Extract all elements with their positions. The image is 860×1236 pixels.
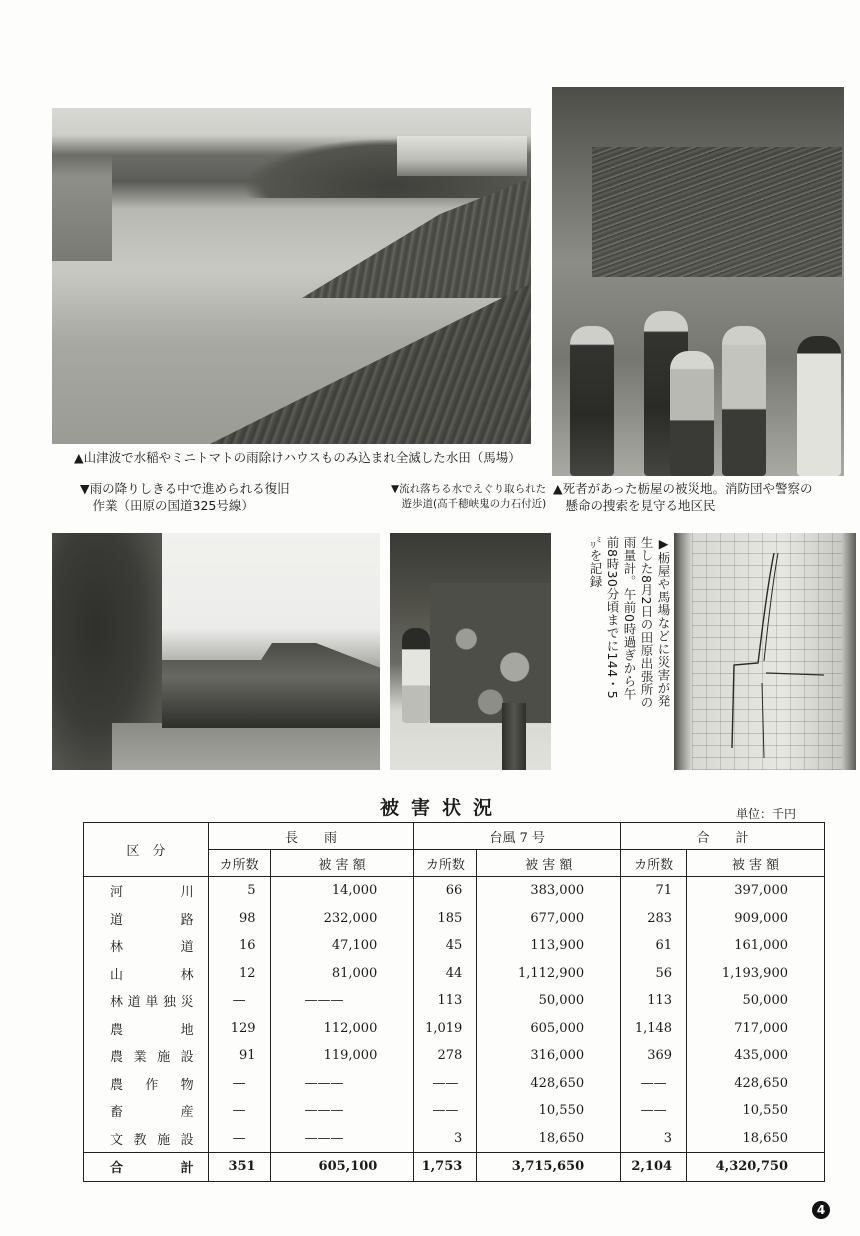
table-unit: 単位：千円 [736,807,797,821]
cell-g1-count: 16 [208,932,270,960]
cell-g3-amount: 18,650 [687,1125,825,1153]
photo-road [112,723,380,770]
cell-g1-amount: ——— [270,1070,414,1098]
cell-g1-count: 12 [208,960,270,988]
photo-loader-truck [162,643,380,728]
cell-g1-count: 351 [208,1153,270,1182]
cell-label: 林道 [84,932,209,960]
cell-g1-count: 5 [208,877,270,905]
photo-person [570,326,614,476]
cell-g2-count: 185 [414,905,477,933]
cell-g3-amount: 428,650 [687,1070,825,1098]
photo-walker [402,628,430,723]
cell-label: 道路 [84,905,209,933]
cell-g2-amount: 1,112,900 [477,960,621,988]
table-row [84,1125,825,1153]
cell-g1-amount: 14,000 [270,877,414,905]
cell-g3-amount: 1,193,900 [687,960,825,988]
cell-label: 河川 [84,877,209,905]
cell-g3-count: 61 [621,932,687,960]
table-row [84,1015,825,1043]
cell-g2-count: 1,019 [414,1015,477,1043]
table-row [84,877,825,905]
table-row [84,960,825,988]
cell-g3-count: 113 [621,987,687,1015]
photo-repair-work [52,533,380,770]
header-count: カ所数 [414,850,477,877]
header-amount: 被 害 額 [477,850,621,877]
cell-g2-count: 1,753 [414,1153,477,1182]
cell-g2-amount: 3,715,650 [477,1153,621,1182]
table-row [84,1070,825,1098]
cell-label: 文教施設 [84,1125,209,1153]
cell-g1-count: — [208,987,270,1015]
cell-g1-count: 91 [208,1042,270,1070]
cell-g1-amount: ——— [270,987,414,1015]
photo-person [797,336,841,476]
cell-label: 林道単独災 [84,987,209,1015]
cell-label: 山林 [84,960,209,988]
cell-g3-amount: 909,000 [687,905,825,933]
cell-g3-count: 283 [621,905,687,933]
cell-g3-count: 56 [621,960,687,988]
cell-g3-count: 71 [621,877,687,905]
cell-g3-amount: 397,000 [687,877,825,905]
cell-g3-count: 1,148 [621,1015,687,1043]
damage-table [83,822,825,1182]
cell-g2-count: 45 [414,932,477,960]
cell-g2-count: 44 [414,960,477,988]
cell-g3-amount: 435,000 [687,1042,825,1070]
photo-person [722,326,766,476]
caption-rain-gauge: ▶栃屋や馬場などに災害が発生した8月2日の田原出張所の雨量計。午前0時過ぎから午前8時30分頃までに144・5㍉を記録 [588,536,671,709]
cell-g2-amount: 50,000 [477,987,621,1015]
header-amount: 被 害 額 [270,850,414,877]
header-count: カ所数 [208,850,270,877]
cell-g2-amount: 18,650 [477,1125,621,1153]
cell-g2-count: —— [414,1070,477,1098]
header-category: 区 分 [84,823,209,877]
cell-g2-amount: 10,550 [477,1097,621,1125]
cell-label: 農業施設 [84,1042,209,1070]
caption-repair-work: ▼雨の降りしきる中で進められる復旧 作業（田原の国道325号線） [80,481,290,513]
cell-label: 農作物 [84,1070,209,1098]
cell-label: 合計 [84,1153,209,1182]
cell-g2-count: —— [414,1097,477,1125]
header-group-typhoon: 台風 7 号 [414,823,621,850]
photo-post [502,703,526,770]
cell-g3-count: —— [621,1097,687,1125]
table-total-row [84,1153,825,1182]
table-row [84,1042,825,1070]
cell-g3-count: 369 [621,1042,687,1070]
photo-person [670,351,714,476]
cell-g2-count: 278 [414,1042,477,1070]
cell-label: 農地 [84,1015,209,1043]
cell-g3-amount: 10,550 [687,1097,825,1125]
page-number: 4 [812,1201,830,1219]
table-row [84,932,825,960]
cell-label: 畜産 [84,1097,209,1125]
cell-g1-amount: 232,000 [270,905,414,933]
header-group-total: 合 計 [621,823,825,850]
photo-gauge-trace [674,533,856,770]
table-row [84,905,825,933]
cell-g2-amount: 316,000 [477,1042,621,1070]
photo-rain-gauge-chart [674,533,856,770]
table-row [84,1097,825,1125]
photo-debris [592,147,842,277]
header-count: カ所数 [621,850,687,877]
header-amount: 被 害 額 [687,850,825,877]
cell-g1-amount: 112,000 [270,1015,414,1043]
table-header-row [84,823,825,850]
cell-g2-amount: 113,900 [477,932,621,960]
cell-g3-count: 3 [621,1125,687,1153]
cell-g2-count: 66 [414,877,477,905]
header-group-long-rain: 長 雨 [208,823,414,850]
cell-g2-amount: 677,000 [477,905,621,933]
cell-g3-count: —— [621,1070,687,1098]
cell-g1-count: — [208,1070,270,1098]
cell-g2-amount: 605,000 [477,1015,621,1043]
cell-g1-amount: 605,100 [270,1153,414,1182]
cell-g1-count: — [208,1125,270,1153]
photo-search-site [552,87,844,476]
photo-rocks [430,583,551,723]
cell-g1-count: — [208,1097,270,1125]
cell-g2-count: 113 [414,987,477,1015]
photo-shed [52,156,112,261]
cell-g3-amount: 4,320,750 [687,1153,825,1182]
cell-g2-amount: 383,000 [477,877,621,905]
caption-search-site: ▲死者があった栃屋の被災地。消防団や警察の 懸命の捜索を見守る地区民 [553,481,813,513]
cell-g1-count: 98 [208,905,270,933]
cell-g3-amount: 161,000 [687,932,825,960]
photo-flooded-paddy [52,108,531,444]
cell-g3-amount: 717,000 [687,1015,825,1043]
cell-g1-amount: ——— [270,1125,414,1153]
photo-houses [397,136,527,176]
cell-g1-amount: 119,000 [270,1042,414,1070]
caption-eroded-path: ▼流れ落ちる水でえぐり取られた 遊歩道(高千穂峡鬼の力石付近) [391,483,547,510]
cell-g3-amount: 50,000 [687,987,825,1015]
cell-g2-count: 3 [414,1125,477,1153]
cell-g1-amount: 47,100 [270,932,414,960]
table-row [84,987,825,1015]
cell-g2-amount: 428,650 [477,1070,621,1098]
cell-g1-count: 129 [208,1015,270,1043]
photo-eroded-path [390,533,551,770]
cell-g1-amount: ——— [270,1097,414,1125]
cell-g3-count: 2,104 [621,1153,687,1182]
photo-slope [202,278,531,444]
table-title: 被害状況 [380,797,505,819]
cell-g1-amount: 81,000 [270,960,414,988]
caption-flooded-paddy: ▲山津波で水稲やミニトマトの雨除けハウスものみ込まれ全滅した水田（馬場） [74,450,521,465]
